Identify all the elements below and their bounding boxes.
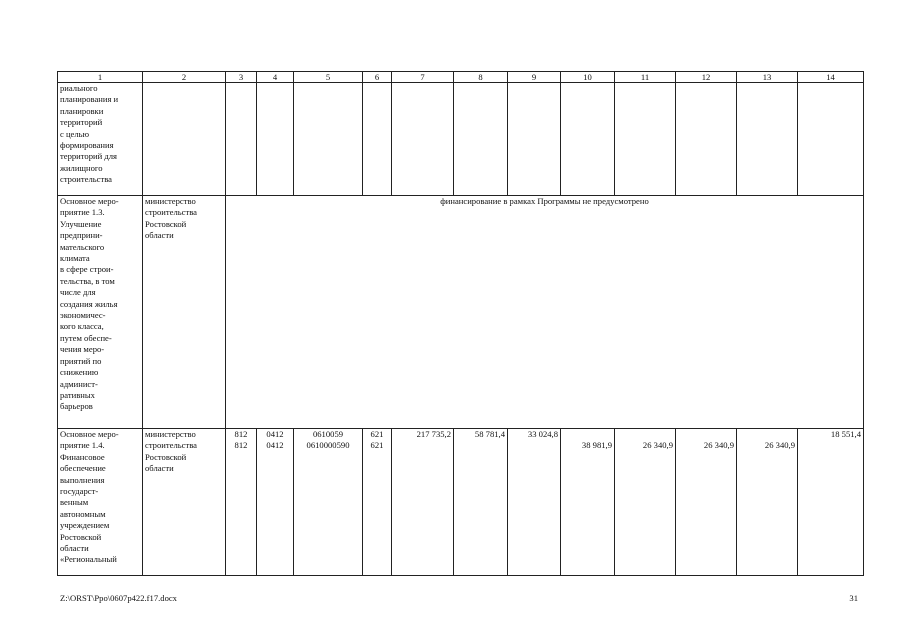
empty-cell: [226, 83, 257, 196]
budget-table: [57, 71, 864, 576]
empty-cell: [454, 83, 508, 196]
code-value: 0610000590: [306, 440, 350, 451]
header-cell: 8: [454, 72, 508, 83]
header-cell: 5: [294, 72, 363, 83]
empty-cell: [615, 83, 676, 196]
code-value: 0610059: [312, 429, 344, 439]
table-row: [58, 83, 864, 196]
header-cell: 7: [392, 72, 454, 83]
amount-cell: 33 024,8: [508, 429, 561, 576]
empty-cell: [257, 83, 294, 196]
code-value: 0412: [266, 429, 284, 439]
table-row: [58, 196, 864, 429]
amount-cell: 217 735,2: [392, 429, 454, 576]
empty-cell: [392, 83, 454, 196]
header-cell: 9: [508, 72, 561, 83]
header-cell: 1: [58, 72, 143, 83]
page-number: 31: [849, 593, 858, 603]
empty-cell: [508, 83, 561, 196]
amount-cell: [676, 429, 737, 576]
header-cell: 12: [676, 72, 737, 83]
amount-cell: [737, 429, 798, 576]
amount-value: 26 340,9: [642, 440, 673, 451]
amount-value: 38 981,9: [581, 440, 612, 451]
empty-cell: [561, 83, 615, 196]
no-funding-note: финансирование в рамках Программы не предусмотрено: [226, 196, 864, 429]
empty-cell: [798, 83, 864, 196]
amount-cell: 58 781,4: [454, 429, 508, 576]
header-cell: 3: [226, 72, 257, 83]
amount-value: 26 340,9: [703, 440, 734, 451]
empty-cell: [363, 83, 392, 196]
amount-value: 26 340,9: [764, 440, 795, 451]
file-path: Z:\ORST\Ppo\0607p422.f17.docx: [60, 593, 177, 603]
amount-cell: [615, 429, 676, 576]
target-code-cell: [294, 429, 363, 576]
measure-name-cell: Основное меро- приятие 1.3. Улучшение предприни- мательского климата в сфере строи- тельства, в том числе для создания жилья экономичес- кого класса, путем обеспе- чения меро- приятий по снижению админист- ративных барьеров: [58, 196, 143, 429]
code-value: 812: [234, 429, 248, 439]
header-cell: 11: [615, 72, 676, 83]
header-row: [58, 72, 864, 83]
code-value: 621: [370, 440, 384, 451]
measure-name-cell: Основное меро- приятие 1.4. Финансовое обеспечение выполнения государст- венным автономным учреждением Ростовской области «Региональный: [58, 429, 143, 576]
header-cell: 10: [561, 72, 615, 83]
empty-cell: [737, 83, 798, 196]
empty-cell: [143, 83, 226, 196]
header-cell: 14: [798, 72, 864, 83]
section-code-cell: [257, 429, 294, 576]
empty-cell: [294, 83, 363, 196]
amount-cell: [561, 429, 615, 576]
amount-cell: 18 551,4: [798, 429, 864, 576]
code-value: 812: [234, 440, 248, 451]
header-cell: 6: [363, 72, 392, 83]
code-value: 0412: [266, 440, 284, 451]
measure-name-cell: риального планирования и планировки территорий с целью формирования территорий для жилищного строительства: [58, 83, 143, 196]
empty-cell: [676, 83, 737, 196]
header-cell: 13: [737, 72, 798, 83]
executor-cell: министерство строительства Ростовской области: [143, 429, 226, 576]
executor-cell: министерство строительства Ростовской области: [143, 196, 226, 429]
header-cell: 4: [257, 72, 294, 83]
code-value: 621: [370, 429, 384, 439]
expense-type-cell: [363, 429, 392, 576]
grbs-code-cell: [226, 429, 257, 576]
table-row: [58, 429, 864, 576]
header-cell: 2: [143, 72, 226, 83]
